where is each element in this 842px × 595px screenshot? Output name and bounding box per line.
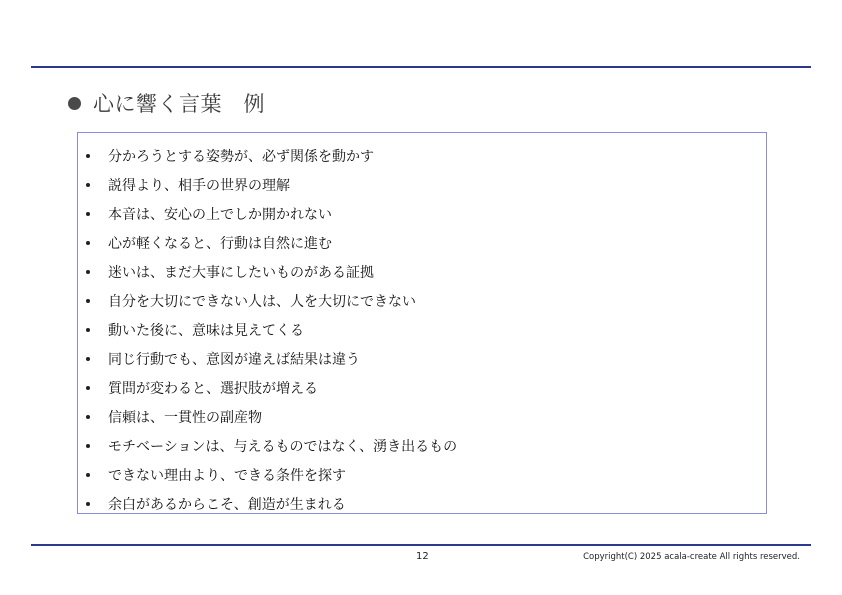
list-item bbox=[78, 402, 766, 431]
list-item bbox=[78, 286, 766, 315]
list-item-text: 自分を大切にできない人は、人を大切にできない bbox=[108, 293, 416, 310]
list-item-text: 本音は、安心の上でしか開かれない bbox=[108, 206, 332, 223]
list-item-text: 分かろうとする姿勢が、必ず関係を動かす bbox=[108, 148, 374, 165]
header-rule bbox=[31, 66, 811, 68]
list-item-text: 動いた後に、意味は見えてくる bbox=[108, 322, 304, 339]
list-item bbox=[78, 199, 766, 228]
footer-rule bbox=[31, 544, 811, 546]
bullet-icon bbox=[86, 183, 90, 187]
list-item bbox=[78, 228, 766, 257]
page-number: 12 bbox=[416, 551, 429, 562]
list-item-text: 説得より、相手の世界の理解 bbox=[108, 177, 290, 194]
list-item-text: 迷いは、まだ大事にしたいものがある証拠 bbox=[108, 264, 374, 281]
list-item bbox=[78, 315, 766, 344]
list-item bbox=[78, 460, 766, 489]
list-item-text: 質問が変わると、選択肢が増える bbox=[108, 380, 318, 397]
bullet-icon bbox=[86, 473, 90, 477]
list-item-text: 余白があるからこそ、創造が生まれる bbox=[108, 496, 346, 513]
bullet-icon bbox=[86, 328, 90, 332]
bullet-icon bbox=[86, 415, 90, 419]
list-item bbox=[78, 257, 766, 286]
slide-title: 心に響く言葉 例 bbox=[93, 92, 265, 116]
list-item-text: 心が軽くなると、行動は自然に進む bbox=[108, 235, 332, 252]
heading-bullet-icon bbox=[68, 97, 81, 110]
slide-heading bbox=[68, 87, 265, 119]
bullet-icon bbox=[86, 357, 90, 361]
bullet-icon bbox=[86, 154, 90, 158]
list-item bbox=[78, 170, 766, 199]
list-item bbox=[78, 344, 766, 373]
list-item-text: 信頼は、一貫性の副産物 bbox=[108, 409, 262, 426]
quote-list-box bbox=[77, 132, 767, 514]
list-item-text: できない理由より、できる条件を探す bbox=[108, 467, 346, 484]
bullet-icon bbox=[86, 502, 90, 506]
quote-list bbox=[78, 141, 766, 518]
bullet-icon bbox=[86, 241, 90, 245]
bullet-icon bbox=[86, 444, 90, 448]
bullet-icon bbox=[86, 212, 90, 216]
bullet-icon bbox=[86, 270, 90, 274]
list-item bbox=[78, 431, 766, 460]
bullet-icon bbox=[86, 299, 90, 303]
list-item-text: モチベーションは、与えるものではなく、湧き出るもの bbox=[108, 438, 458, 455]
list-item-text: 同じ行動でも、意図が違えば結果は違う bbox=[108, 351, 360, 368]
bullet-icon bbox=[86, 386, 90, 390]
list-item bbox=[78, 373, 766, 402]
copyright-text: Copyright(C) 2025 acala-create All rights reserved. bbox=[583, 552, 800, 562]
list-item bbox=[78, 489, 766, 518]
list-item bbox=[78, 141, 766, 170]
